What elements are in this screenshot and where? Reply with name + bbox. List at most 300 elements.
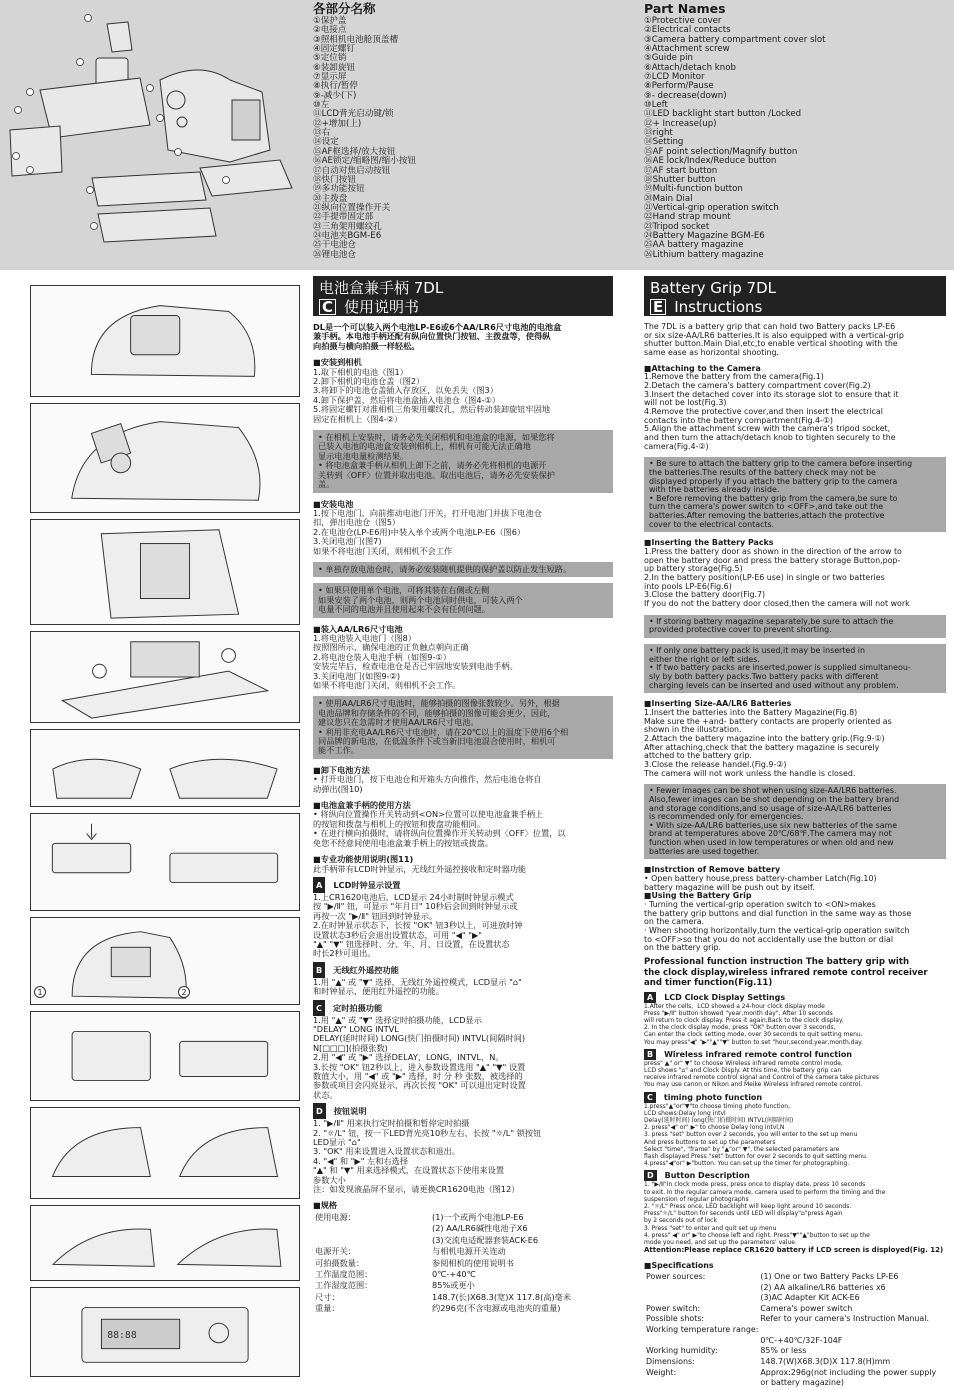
en-section-battery: ■Inserting the Battery Packs bbox=[644, 538, 774, 548]
note-line: • If storing battery magazine separately,be sure to attach the bbox=[649, 616, 894, 626]
cn-part-item: ⑰自动对焦启动按钮 bbox=[313, 165, 391, 176]
en-step: 1.Insert the batteries into the Battery Magazine(Fig.8) bbox=[644, 707, 858, 717]
en-part-item: ⑪LED backlight start button /Locked bbox=[644, 109, 802, 120]
en-step: will not be lost(Fig.3) bbox=[644, 398, 727, 408]
cn-intro-line: DL是一个可以装入两个电池LP-E6或6个AA/LR6尺寸电池的电池盒 bbox=[313, 322, 562, 332]
cn-part-item: ⑭设定 bbox=[313, 137, 339, 148]
figure-9 bbox=[30, 1107, 300, 1199]
note-line: 能不工作。 bbox=[318, 745, 359, 756]
cn-step: 2.将电池仓装入电池手柄（如图9-①） bbox=[313, 651, 451, 662]
cn-step: 设置状态3秒后会退出设置状态，可用 "◀" "▶" bbox=[313, 929, 483, 940]
spec-value: (1)一个或两个电池LP-E6 bbox=[432, 1211, 524, 1222]
cn-sub-d: 按钮说明 bbox=[333, 1106, 367, 1117]
en-part-item: ㉖Lithium battery magazine bbox=[644, 249, 764, 260]
note-line: batteries are used together. bbox=[649, 846, 760, 856]
note-line: 电池品牌和存储条件的不同，能够拍摄的图像可能会更少，因此， bbox=[318, 707, 556, 718]
en-part-item: ⑳Main Dial bbox=[644, 193, 693, 204]
en-step: 5.Align the attachment screw with the camera's tripod socket, bbox=[644, 424, 891, 434]
en-title: Battery Grip 7DL bbox=[650, 279, 776, 297]
spec-value: (3)交流电适配器套装ACK-E6 bbox=[432, 1234, 539, 1245]
cn-note-4 bbox=[313, 696, 613, 758]
note-line: displayed properly if you attach the battery grip to the camera bbox=[649, 476, 898, 486]
en-step: 2. In the clock display mode, press "OK" button over 3 seconds, bbox=[644, 1024, 836, 1032]
note-line: • If only one battery pack is used,it may be inserted in bbox=[649, 646, 865, 655]
cn-step: 3.关闭电池门(如图9-②) bbox=[313, 670, 401, 681]
cn-section-aa: ■装入AA/LR6尺寸电池 bbox=[313, 623, 403, 634]
badge-d: D bbox=[644, 1170, 657, 1181]
cn-banner bbox=[313, 276, 613, 316]
en-step: And press buttons to set up the parameters bbox=[644, 1138, 776, 1146]
cn-step: 按照图所示，确保电池的正负触点朝向正确 bbox=[313, 642, 469, 653]
note-line: the batteries.The results of the battery check may not be bbox=[649, 467, 876, 477]
en-part-item: ⑫+ Increase(up) bbox=[644, 118, 717, 129]
cn-step: 1.取下相机的电池（图1） bbox=[313, 366, 408, 377]
en-part-item: ⑦LCD Monitor bbox=[644, 72, 705, 83]
note-line: • 将电池盒兼手柄从相机上卸下之前，请务必先将相机的电源开 bbox=[318, 460, 547, 471]
cn-part-item: ⑯AE锁定/缩略图/缩小按钮 bbox=[313, 156, 417, 167]
en-step: 2. press"◀" or" ▶" to choose Delay long intvl,N bbox=[644, 1124, 785, 1132]
cn-language-badge: C bbox=[319, 299, 336, 315]
cn-step: 2.在时钟显示状态下，长按 "OK" 钮3秒以上，可进放时钟 bbox=[313, 920, 523, 931]
en-step: Select "time", "frame" by "▲"or" ▼", the selected parameters are bbox=[644, 1145, 840, 1153]
spec-label: 工作温度范围： bbox=[315, 1268, 373, 1279]
en-note-2 bbox=[644, 615, 946, 638]
en-part-item: ④Attachment screw bbox=[644, 44, 730, 55]
spec-label: Power switch: bbox=[646, 1303, 701, 1313]
cn-part-item: ⑪LCD背光启动键/锁 bbox=[313, 109, 394, 120]
parts-panel bbox=[0, 0, 954, 270]
cn-step: 参数或项目会闪亮显示，再次长按 "OK" 可以退出定时设置 bbox=[313, 1080, 526, 1091]
cn-parts-list bbox=[313, 2, 416, 260]
svg-text:88:88: 88:88 bbox=[107, 1329, 137, 1341]
note-line: 关转到〈OFF〉位置并取出电池。取出电池后，请务必先安装保护 bbox=[318, 469, 555, 480]
cn-parts-title: 各部分名称 bbox=[313, 1, 376, 16]
en-step: 3. Press "set" to enter and quit set up menu bbox=[644, 1224, 777, 1232]
cn-step: 按 "▶/Ⅱ" 钮，可显示 "年月日" 10秒后会回到时钟显示或 bbox=[313, 901, 518, 912]
cn-step: 扣，弹出电池仓（图5） bbox=[313, 517, 401, 528]
en-step: • Open battery house,press battery-chamber Latch(Fig.10) bbox=[644, 874, 877, 884]
en-step: · Turning the vertical-grip operation switch to <ON>makes bbox=[644, 900, 876, 910]
cn-step: 固定在相机上（图4-②） bbox=[313, 413, 403, 424]
note-line: 同品牌的新电池，在低温条件下或当新旧电池混合使用时，相机可 bbox=[318, 736, 556, 747]
en-section-use: ■Using the Battery Grip bbox=[644, 891, 752, 901]
figure-8 bbox=[30, 1011, 300, 1101]
cn-step: "▲" "▼" 钮选择时、分、年、月、日设置，在设置状态 bbox=[313, 938, 510, 949]
en-step: After attaching,check that the battery magazine is securely bbox=[644, 742, 880, 752]
spec-value: 0℃-+40℃/32F-104F bbox=[760, 1335, 843, 1345]
spec-value: 0℃-+40℃ bbox=[432, 1268, 476, 1279]
en-step: 1.After the cells，LCD showed a 24-hour clock display mode bbox=[644, 1002, 825, 1010]
en-spec-heading: ■Specifications bbox=[644, 1261, 714, 1271]
cn-step: 时长2秒可退出。 bbox=[313, 948, 376, 959]
en-step: shown in the illustration. bbox=[644, 725, 742, 735]
en-section-attach: ■Attaching to the Camera bbox=[644, 363, 761, 373]
en-step: 3.Close the release handel.(Fig.9-②) bbox=[644, 759, 787, 769]
en-step: 4.Remove the protective cover,and then insert the electrical bbox=[644, 406, 883, 416]
cn-step: 4. "◀" 和 "▶" 左和右选择 bbox=[313, 1155, 409, 1166]
note-line: is recommended only for emergencies. bbox=[649, 812, 804, 822]
en-step: 3. press "set" button over 2 seconds, you will enter to the set up menu bbox=[644, 1131, 858, 1139]
spec-label: Power sources: bbox=[646, 1271, 706, 1281]
cn-part-item: ⑤定位销 bbox=[313, 53, 347, 64]
cn-part-item: ③照相机电池舱顶盖槽 bbox=[313, 34, 399, 45]
en-part-item: ⑤Guide pin bbox=[644, 53, 693, 64]
cn-step: 5.将固定螺钉对准相机三角架用螺纹孔，然后转动装卸旋钮牢固地 bbox=[313, 404, 551, 415]
cn-step: 3.长按 "OK" 钮2秒以上，进入参数设置选用 "▲" "▼" 设置 bbox=[313, 1061, 526, 1072]
en-part-item: ㉕AA battery magazine bbox=[644, 240, 744, 251]
en-step: LCD shows:Delay long intvl bbox=[644, 1109, 726, 1117]
note-line: 盖。 bbox=[318, 479, 335, 490]
spec-label: Possible shots: bbox=[646, 1314, 705, 1324]
en-language-badge: E bbox=[650, 299, 666, 315]
cn-step: 3.将卸下的电池仓盖插入存放区，以免丢失（图3） bbox=[313, 385, 498, 396]
en-step: You may press"◀" "▶""▲""▼" button to set "hour,second,year,month,day. bbox=[644, 1038, 863, 1046]
cn-part-item: ㉑纵向位置操作开关 bbox=[313, 202, 391, 213]
cn-step: 1.按下电池门，向前推动电池门开关，打开电池门并拔下电池仓 bbox=[313, 507, 542, 518]
cn-section-battery: ■安装电池 bbox=[313, 498, 354, 509]
en-sub-a: LCD Clock Display Settings bbox=[664, 992, 786, 1002]
cn-note-2 bbox=[313, 562, 613, 577]
en-step: press" ▲" or" ▼" to choose Wireless infrared remote control mode, bbox=[644, 1059, 843, 1067]
en-step: 2.In the battery position(LP-E6 use) in single or two batteries bbox=[644, 573, 885, 583]
spec-label: 电源开关： bbox=[315, 1246, 356, 1257]
cn-note-1 bbox=[313, 430, 613, 492]
spec-value bbox=[760, 1326, 936, 1335]
en-pro-line: the clock display,wireless infrared remote control receiver bbox=[644, 967, 928, 978]
cn-step: 1.上CR1620电池后，LCD显示 24小时制时钟显示模式 bbox=[313, 891, 514, 902]
cn-sub-b: 无线红外遥控功能 bbox=[333, 964, 399, 975]
cn-step: 此手柄带有LCD时钟显示，无线红外遥控接收和定时器功能 bbox=[313, 863, 527, 874]
spec-label bbox=[646, 1284, 758, 1293]
en-part-item: ㉒Hand strap mount bbox=[644, 212, 731, 223]
note-line: • If two battery packs are inserted,power is supplied simultaneou- bbox=[649, 663, 911, 673]
cn-part-item: ④固定螺钉 bbox=[313, 44, 356, 55]
spec-value: (3)AC Adapter Kit ACK-E6 bbox=[760, 1293, 860, 1303]
spec-label: Dimensions: bbox=[646, 1357, 695, 1367]
figure-11 bbox=[30, 1287, 300, 1377]
note-line: 已装入电池的电池盒安装到相机上，相机有可能无法正确地 bbox=[318, 441, 531, 452]
en-pro-line: Professional function instruction The battery grip with bbox=[644, 957, 910, 967]
note-line: • With size-AA/LR6 batteries,use six new batteries of the same bbox=[649, 820, 898, 830]
note-line: • Be sure to attach the battery grip to the camera before inserting bbox=[649, 459, 913, 469]
cn-step: 2.卸下相机的电池仓盖（图2） bbox=[313, 376, 425, 387]
en-step: 2. "☼/L" Press once, LED backlight will keep light around 10 seconds. bbox=[644, 1202, 852, 1210]
cn-step: 如果不将电池门关闭，则相机不会工作。 bbox=[313, 680, 461, 690]
cn-step: 再按一次 "▶/Ⅱ" 钮回到时钟显示。 bbox=[313, 910, 438, 921]
figure-7 bbox=[30, 917, 300, 1005]
en-part-item: ⑬right bbox=[644, 128, 673, 139]
note-line: 建议您只在急需时才使用AA/LR6尺寸电池。 bbox=[318, 717, 479, 728]
cn-step: "DELAY" LONG INTVL bbox=[313, 1023, 399, 1034]
en-step: receive infrared remote control signal and Control of the camera take pictures bbox=[644, 1074, 879, 1082]
figure-2 bbox=[30, 403, 300, 513]
en-parts-title: Part Names bbox=[644, 1, 726, 16]
figure-5 bbox=[30, 729, 300, 807]
note-line: • 如果只使用单个电池，可将其装在右侧或左侧 bbox=[318, 585, 490, 596]
en-note-battery: Attention:Please replace CR1620 battery if LCD screen is disployed(Fig. 12) bbox=[644, 1246, 944, 1255]
en-sub-b: Wireless infrared remote control function bbox=[664, 1049, 853, 1059]
en-pro-heading bbox=[644, 957, 946, 989]
cn-part-item: ⑨-减少(下) bbox=[313, 90, 357, 101]
cn-step: 参数大小 bbox=[313, 1174, 346, 1185]
en-part-item: ⑨- decrease(down) bbox=[644, 90, 727, 101]
en-step: suspension of regular photographs bbox=[644, 1195, 749, 1203]
en-step: on the camera. bbox=[644, 917, 705, 927]
en-part-item: ②Electrical contacts bbox=[644, 25, 731, 36]
badge-b: B bbox=[313, 962, 325, 978]
en-pro-line: and timer function(Fig.11) bbox=[644, 978, 773, 988]
cn-section-use: ■电池盒兼手柄的使用方法 bbox=[313, 800, 411, 811]
note-line: either the right or left sides. bbox=[649, 654, 760, 664]
en-step: on the battery grip. bbox=[644, 943, 722, 953]
en-step: 1.Remove the battery from the camera(Fig.1) bbox=[644, 372, 824, 382]
note-line: 显示电池电量检测结果。 bbox=[318, 450, 409, 461]
cn-section-attach: ■安装到相机 bbox=[313, 357, 362, 368]
cn-step: 和时钟显示，便用红外遥控的功能。 bbox=[313, 986, 445, 997]
en-part-item: ㉓Tripod socket bbox=[644, 221, 710, 232]
en-sub-d: Button Description bbox=[664, 1171, 750, 1181]
en-note-1 bbox=[644, 457, 946, 532]
en-sub-c: timing photo function bbox=[663, 1092, 763, 1102]
en-step: attched to the battery grip. bbox=[644, 751, 752, 761]
en-intro-line: or six size-AA/LR6 batteries.It is also equipped with a vertical-grip bbox=[644, 330, 904, 340]
en-part-item: ⑯AE lock/Index/Reduce button bbox=[644, 156, 777, 167]
cn-note-battery: 注：如发现液晶屏不显示，请更换CR1620电池（图12） bbox=[313, 1184, 520, 1195]
figure-label-2: 2 bbox=[178, 986, 190, 998]
spec-value: 85%或更小 bbox=[432, 1280, 475, 1291]
en-step: the battery grip buttons and dial function in the same way as those bbox=[644, 908, 912, 918]
figure-3 bbox=[30, 519, 300, 625]
en-step: Can enter the clock setting mode, over 30 seconds to quit setting menu. bbox=[644, 1031, 863, 1039]
cn-step: 数值大小，用 "◀" 或 "▶" 选择，时 分 秒 张数，被选择的 bbox=[313, 1071, 523, 1081]
en-subtitle: Instructions bbox=[674, 298, 763, 316]
spec-value: (2) AA/LR6碱性电池子X6 bbox=[432, 1223, 528, 1234]
en-parts-list bbox=[644, 2, 826, 260]
en-step: Press"☼/L" button for seconds until LED will display"⌂"press Again bbox=[644, 1210, 843, 1218]
en-intro-line: The 7DL is a battery grip that can hold two Battery packs LP-E6 bbox=[644, 322, 896, 331]
spec-label: 使用电源： bbox=[315, 1211, 356, 1222]
en-note-4 bbox=[644, 784, 946, 859]
cn-part-item: ㉕干电池仓 bbox=[313, 240, 356, 251]
en-banner bbox=[644, 276, 946, 316]
en-part-item: ①Protective cover bbox=[644, 16, 722, 26]
cn-part-item: ⑥装卸旋钮 bbox=[313, 62, 356, 73]
cn-step: 动弹出(图10) bbox=[313, 783, 363, 794]
cn-step: 1. "▶/Ⅱ" 用来执行定时拍摄和暂停定时拍摄 bbox=[313, 1118, 470, 1129]
en-step: The camera will not work unless the handle is closed. bbox=[644, 768, 856, 778]
cn-section-pro: ■专业功能使用说明(图11) bbox=[313, 854, 414, 865]
en-step: 2.Attach the battery magazine into the battery grip.(Fig.9-①) bbox=[644, 733, 885, 743]
en-step: battery magazine will be push out by itself. bbox=[644, 882, 815, 892]
note-line: provided protective cover to prevent shorting. bbox=[649, 625, 832, 635]
en-step: 2.Detach the camera's battery compartment cover(Fig.2) bbox=[644, 380, 871, 390]
en-note-3 bbox=[644, 644, 946, 693]
cn-part-item: ⑫+增加(上) bbox=[313, 118, 362, 129]
en-step: and then turn the attach/detach knob to tighten securely to the bbox=[644, 432, 896, 442]
en-step: 3.Close the battery door(Fig.7) bbox=[644, 590, 766, 600]
badge-a: A bbox=[644, 992, 656, 1003]
spec-value: (1) One or two Battery Packs LP-E6 bbox=[760, 1271, 899, 1281]
cn-part-item: ㉓三角架用螺纹孔 bbox=[313, 221, 382, 232]
spec-label bbox=[315, 1236, 430, 1245]
cn-part-item: ①保护盖 bbox=[313, 16, 347, 26]
spec-value: Approx:296g(not including the power supply bbox=[760, 1367, 937, 1377]
note-line: brand at temperatures above 20℃/68℉.The camera may not bbox=[649, 829, 892, 839]
cn-sub-c: 定时拍摄功能 bbox=[333, 1002, 383, 1013]
en-step: up battery storage(Fig.5) bbox=[644, 564, 743, 574]
cn-part-item: ⑧执行/暂停 bbox=[313, 81, 358, 92]
cn-step: • 在进行横向拍摄时，请将纵向位置操作开关转动到〈OFF〉位置，以 bbox=[313, 828, 566, 839]
en-part-item: ⑩Left bbox=[644, 100, 668, 111]
en-part-item: ⑭Setting bbox=[644, 137, 684, 148]
cn-part-item: ⑮AF框选择/放大按钮 bbox=[313, 146, 396, 157]
spec-label bbox=[646, 1379, 758, 1388]
cn-spec-table bbox=[313, 1211, 573, 1316]
en-step: Press "▶/Ⅱ" button showed "year,month day", After 10 seconds bbox=[644, 1009, 833, 1017]
figure-1 bbox=[30, 285, 300, 397]
cn-step: 如果不将电池门关闭，则相机不会工作 bbox=[313, 545, 453, 556]
parts-diagram bbox=[0, 0, 300, 270]
note-line: with the batteries already inside. bbox=[649, 485, 780, 495]
cn-step: 免您不经意间使用电池盒兼手柄上的按钮或拨盘。 bbox=[313, 837, 494, 848]
spec-value: Refer to your camera's Instruction Manual. bbox=[760, 1314, 929, 1324]
cn-part-item: ⑩左 bbox=[313, 100, 330, 111]
en-step: · When shooting horizontally,turn the vertical-grip operation switch bbox=[644, 926, 910, 936]
en-step: 4.press"◀"or" ▶"button. You can set up the timer for photographing. bbox=[644, 1160, 850, 1168]
cn-sub-a: LCD时钟显示设置 bbox=[333, 879, 401, 890]
spec-label: 可拍摄数量： bbox=[315, 1257, 365, 1268]
en-step: 3.Insert the detached cover into its storage slot to ensure that it bbox=[644, 389, 899, 399]
spec-label: Weight: bbox=[646, 1367, 677, 1377]
en-part-item: ⑰AF start button bbox=[644, 165, 718, 176]
cn-step: LED显示 "⌂" bbox=[313, 1137, 361, 1148]
badge-d: D bbox=[313, 1103, 326, 1119]
en-part-item: ⑮AF point selection/Magnify button bbox=[644, 146, 798, 157]
en-step: Make sure the +and- battery contacts are properly oriented as bbox=[644, 716, 892, 726]
figure-10 bbox=[30, 1205, 300, 1281]
spec-value: or battery magazine) bbox=[760, 1378, 844, 1388]
cn-intro-line: 兼手柄。本电池手柄还配有纵向位置快门按钮、主拨盘等，使得纵 bbox=[313, 331, 551, 342]
en-step: flash displayed.Press "set" button for over 2 seconds to quit setting menu. bbox=[644, 1152, 868, 1160]
badge-c: C bbox=[313, 1000, 325, 1016]
cn-instructions bbox=[313, 276, 613, 1316]
spec-label bbox=[315, 1224, 430, 1233]
spec-value: 与相机电源开关连动 bbox=[432, 1246, 506, 1257]
en-step: to exit. In the regular camera mode, camera used to perform the timing and the bbox=[644, 1188, 886, 1196]
spec-label: Working humidity: bbox=[646, 1346, 718, 1356]
en-part-item: ㉔Battery Magazine BGM-E6 bbox=[644, 230, 765, 241]
en-step: Delay(延时时间) long(快门拍摄时间) INTVL(间隔时间) bbox=[644, 1116, 794, 1124]
cn-step: 安装完毕后，检查电池仓是否已牢固地安装到电池手柄。 bbox=[313, 661, 518, 672]
cn-part-item: ⑲多功能按钮 bbox=[313, 184, 365, 195]
en-part-item: ③Camera battery compartment cover slot bbox=[644, 34, 826, 45]
cn-part-item: ⑦显示屏 bbox=[313, 72, 347, 83]
figure-6 bbox=[30, 813, 300, 911]
en-step: by 2 seconds out of lock bbox=[644, 1217, 717, 1225]
cn-part-item: ⑱快门按钮 bbox=[313, 174, 356, 185]
en-step: If you do not the battery door closed,then the camera will not work bbox=[644, 599, 910, 609]
en-part-item: ⑲Multi-function button bbox=[644, 184, 743, 195]
note-line: function when used in low temperatures or when old and new bbox=[649, 838, 894, 848]
cn-step: 1.用 "▲" 或 "▼" 选择，无线红外遥控模式，LCD显示 "⌂" bbox=[313, 976, 522, 987]
spec-value: (2) AA alkaline/LR6 batteries x6 bbox=[760, 1282, 886, 1292]
cn-part-item: ⑳主拨盘 bbox=[313, 193, 348, 204]
cn-step: 2.用 "◀" 或 "▶" 选择DELAY，LONG，INTVL，N。 bbox=[313, 1052, 504, 1063]
spec-value: 148.7(W)X68.3(D)X 117.8(H)mm bbox=[760, 1357, 891, 1367]
badge-b: B bbox=[644, 1049, 656, 1060]
en-part-item: ⑥Attach/detach knob bbox=[644, 62, 736, 73]
cn-step: 3.关闭电池门(图7) bbox=[313, 536, 382, 547]
spec-label: 尺寸： bbox=[315, 1291, 340, 1302]
cn-step: • 将纵向位置操作开关转动到<ON>位置可以使电池盒兼手柄上 bbox=[313, 809, 544, 820]
note-line: • 在相机上安装时，请务必先关闭相机和电池盒的电源，如果您将 bbox=[318, 432, 555, 443]
note-line: batteries.After removing the batteries,attach the protective bbox=[649, 511, 885, 521]
cn-step: 2. "☼/L" 钮，按一下LED背光亮10秒左右，长按 "☼/L" 锁按钮 bbox=[313, 1127, 542, 1138]
en-step: open the battery door and press the battery storage Button,pop- bbox=[644, 555, 901, 565]
en-pro-details bbox=[644, 992, 946, 1256]
cn-step: 2.在电池仓(LP-E6用)中装入单个或两个电池LP-E6（图6） bbox=[313, 526, 526, 537]
cn-subtitle: 使用说明书 bbox=[344, 298, 420, 316]
en-intro-line: shutter button.Main Dial,etc,to enable vertical shooting with the bbox=[644, 339, 898, 349]
spec-label: Working temperature range: bbox=[646, 1325, 759, 1335]
en-step: You may use canon or Nikon and Meike Wireless infrared remote control. bbox=[644, 1081, 863, 1089]
cn-step: 3. "OK" 用来设置进入设置状态和退出。 bbox=[313, 1146, 460, 1157]
en-step: 1.press"▲"or"▼"to choose timing photo function, bbox=[644, 1102, 790, 1110]
cn-intro bbox=[313, 323, 613, 351]
cn-step: • 打开电池门，按下电池仓和开箱头方向推作，然后电池仓将自 bbox=[313, 774, 542, 785]
note-line: turn the camera's power switch to <OFF>,and take out the bbox=[649, 502, 884, 512]
note-line: charging levels can be inserted and used without any problem. bbox=[649, 680, 899, 690]
note-line: 如果安装了两个电池，则两个电池同时供电，可装入两个 bbox=[318, 594, 523, 605]
cn-section-remove: ■卸下电池方法 bbox=[313, 764, 370, 775]
cn-note-3 bbox=[313, 583, 613, 617]
en-step: LCD shows "⌂" and Clock Disply. At this time, the battery grip can bbox=[644, 1066, 842, 1074]
spec-value: 85% or less bbox=[760, 1346, 807, 1356]
cn-spec-heading: ■规格 bbox=[313, 1200, 338, 1211]
cn-step: 1.将电池装入电池门（图8） bbox=[313, 632, 417, 643]
note-line: 电量不同的电池并且使用起来不会有任何问题。 bbox=[318, 604, 490, 615]
cn-part-item: ㉒手提带固定部 bbox=[313, 212, 374, 223]
en-instructions bbox=[644, 276, 946, 1390]
cn-part-item: ㉖锂电池仓 bbox=[313, 249, 356, 260]
note-line: sly by both battery packs.Two battery packs with different bbox=[649, 671, 879, 681]
note-line: cover to the electrical contacts. bbox=[649, 519, 775, 529]
note-line: • 利用非充电AA/LR6尺寸电池时，请在20℃以上的温度下使用6个相 bbox=[318, 726, 569, 737]
figure-label-1: 1 bbox=[34, 986, 46, 998]
en-section-remove: ■Instrction of Remove battery bbox=[644, 865, 781, 875]
spec-value: 参阅相机的使用说明书 bbox=[432, 1257, 514, 1268]
en-step: will return to clock display. Press it again,Back to the clock display. bbox=[644, 1016, 844, 1024]
note-line: Also,fewer images can be shot depending on the battery brand bbox=[649, 794, 900, 804]
en-step: 1.Press the battery door as shown in the direction of the arrow to bbox=[644, 547, 902, 557]
note-line: • Fewer images can be shot when using size-AA/LR6 batteries. bbox=[649, 786, 897, 796]
en-part-item: ㉑Vertical-grip operation switch bbox=[644, 202, 779, 213]
en-part-item: ⑧Perform/Pause bbox=[644, 81, 714, 92]
spec-value: 148.7(长)X68.3(宽)X 117.8(高)毫米 bbox=[432, 1291, 572, 1302]
note-line: • Before removing the battery grip from the camera,be sure to bbox=[649, 493, 898, 503]
en-step: mode you need, and set up the parameters' value. bbox=[644, 1238, 797, 1246]
en-intro bbox=[644, 323, 946, 358]
en-intro-line: same ease as horizontal shooting. bbox=[644, 347, 780, 357]
en-step: contacts into the battery compartment(Fig.4-①) bbox=[644, 415, 833, 425]
cn-title: 电池盒兼手柄 7DL bbox=[319, 279, 444, 297]
note-line: • 使用AA/LR6尺寸电池时，能够拍摄的图像张数较少。另外，根据 bbox=[318, 698, 560, 709]
cn-step: 1.用 "▲" 或 "▼" 选择定时拍摄功能，LCD显示 bbox=[313, 1014, 482, 1025]
cn-part-item: ②电接点 bbox=[313, 25, 347, 36]
cn-step: N[□□□](拍摄张数) bbox=[313, 1042, 388, 1053]
cn-intro-line: 向拍摄与横向拍摄一样轻松。 bbox=[313, 340, 420, 351]
spec-label bbox=[646, 1294, 758, 1303]
